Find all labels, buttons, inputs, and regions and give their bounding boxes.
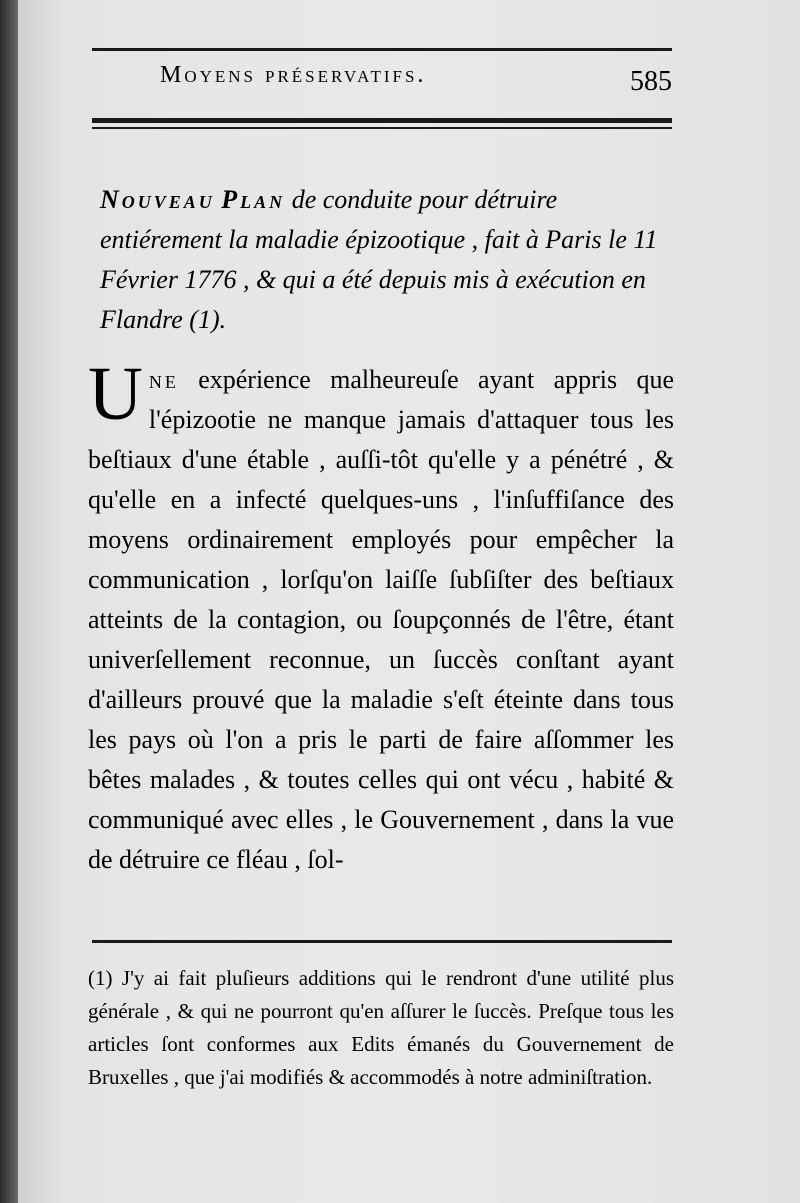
footnote xyxy=(88,962,674,1094)
title-smallcaps-2: Plan xyxy=(221,185,286,214)
footnote-rule xyxy=(92,940,672,943)
top-rule xyxy=(92,48,672,51)
page-number: 585 xyxy=(630,66,672,97)
title-text: de conduite pour détruire entiérement la maladie épizootique , fait à Paris le 11 Février 1776 , & qui a été depuis mis à exécution en Flandre (1). xyxy=(100,185,658,334)
title-smallcaps-1: Nouveau xyxy=(100,185,215,214)
body-smallcaps: ne xyxy=(148,365,179,394)
header-rule-thin xyxy=(92,127,672,129)
footnote-text: (1) J'y ai fait pluſieurs additions qui le rendront d'une utilité plus générale , & qui ne pourront qu'en aſſurer le ſuccès. Preſque tous les articles ſont conformes aux Edits émanés du Gouvernement de Bruxelles , que j'ai modifiés & accommodés à notre adminiſtration. xyxy=(88,966,674,1089)
header-rule-thick xyxy=(92,118,672,123)
section-title xyxy=(100,180,680,340)
body-text: expérience malheureuſe ayant appris que l'épizootie ne manque jamais d'attaquer tous les beſtiaux d'une étable , auſſi-tôt qu'elle y a pénétré , & qu'elle en a infecté quelques-uns , l'inſuffiſance des moyens ordinairement employés pour empêcher la communication , lorſqu'on laiſſe ſubſiſter des beſtiaux atteints de la contagion, ou ſoupçonnés de l'être, étant univerſellement reconnue, un ſuccès conſtant ayant d'ailleurs prouvé que la maladie s'eſt éteinte dans tous les pays où l'on a pris le parti de faire aſſommer les bêtes malades , & toutes celles qui ont vécu , habité & communiqué avec elles , le Gouvernement , dans la vue de détruire ce fléau , ſol- xyxy=(88,365,674,874)
body-paragraph xyxy=(88,352,674,880)
book-gutter xyxy=(0,0,18,1203)
running-head: Moyens préservatifs. xyxy=(160,62,427,88)
drop-cap: U xyxy=(88,352,143,436)
